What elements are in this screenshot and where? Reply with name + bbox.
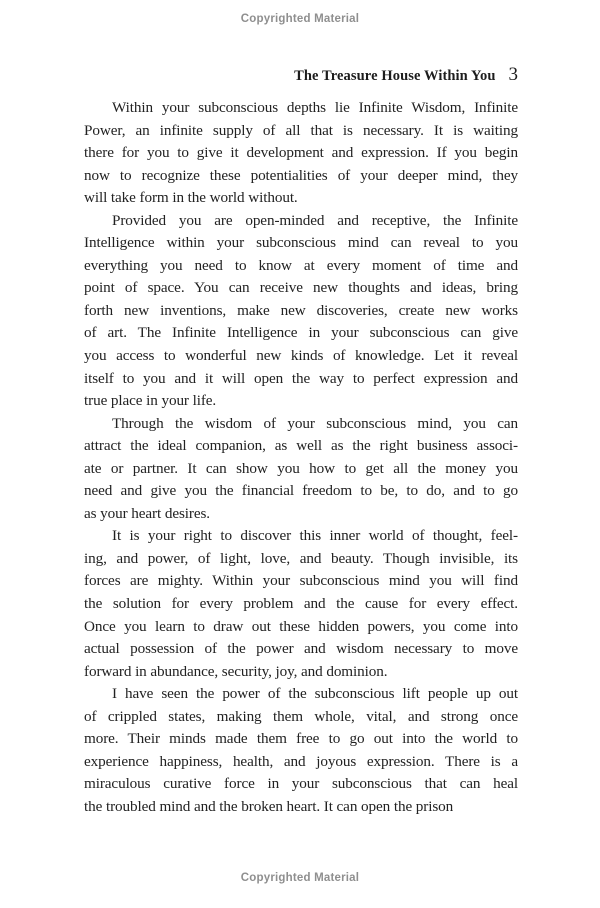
text-line: forward in abundance, security, joy, and dominion. bbox=[84, 662, 388, 680]
text-line: the troubled mind and the broken heart. It can open the prison bbox=[84, 797, 454, 815]
text-line: will take form in the world without. bbox=[84, 189, 298, 207]
text-line: experience happiness, health, and joyous expression. There is a bbox=[84, 752, 518, 770]
paragraph bbox=[84, 413, 518, 526]
text-line: Through the wisdom of your subconscious mind, you can bbox=[112, 414, 518, 432]
text-line: true place in your life. bbox=[84, 392, 217, 410]
chapter-title: The Treasure House Within You bbox=[294, 68, 496, 84]
running-header bbox=[294, 64, 518, 86]
paragraph bbox=[84, 525, 518, 683]
text-line: point of space. You can receive new thoughts and ideas, bring bbox=[84, 279, 518, 297]
text-line: I have seen the power of the subconscious lift people up out bbox=[112, 685, 518, 703]
text-line: of crippled states, making them whole, vital, and strong once bbox=[84, 707, 518, 725]
text-line: the solution for every problem and the cause for every effect. bbox=[84, 595, 518, 613]
text-line: as your heart desires. bbox=[84, 504, 211, 522]
text-line: attract the ideal companion, as well as the right business associ- bbox=[84, 437, 518, 455]
text-line: now to recognize these potentialities of your deeper mind, they bbox=[84, 166, 518, 184]
text-line: forces are mighty. Within your subconscious mind you will find bbox=[84, 572, 518, 590]
paragraph bbox=[84, 97, 518, 210]
text-line: It is your right to discover this inner world of thought, feel- bbox=[112, 527, 518, 545]
text-line: you access to wonderful new kinds of knowledge. Let it reveal bbox=[84, 347, 518, 365]
text-line: Within your subconscious depths lie Infinite Wisdom, Infinite bbox=[112, 99, 518, 116]
text-line: Once you learn to draw out these hidden powers, you come into bbox=[84, 617, 518, 635]
text-line: miraculous curative force in your subconscious that can heal bbox=[84, 775, 518, 793]
copyright-notice-bottom: Copyrighted Material bbox=[240, 872, 360, 884]
text-line: forth new inventions, make new discoveries, create new works bbox=[84, 301, 518, 319]
text-line: itself to you and it will open the way to perfect expression and bbox=[84, 369, 518, 387]
text-line: there for you to give it development and expression. If you begin bbox=[84, 144, 518, 162]
page-number: 3 bbox=[508, 64, 518, 85]
text-line: more. Their minds made them free to go out into the world to bbox=[84, 730, 518, 748]
paragraph bbox=[84, 210, 518, 413]
text-line: need and give you the financial freedom to be, to do, and to go bbox=[84, 482, 518, 500]
copyright-notice-top: Copyrighted Material bbox=[240, 13, 360, 25]
text-line: of art. The Infinite Intelligence in your subconscious can give bbox=[84, 324, 518, 342]
text-line: everything you need to know at every moment of time and bbox=[84, 256, 518, 274]
text-line: actual possession of the power and wisdom necessary to move bbox=[84, 640, 518, 658]
body-text bbox=[84, 97, 518, 819]
text-line: Provided you are open-minded and receptive, the Infinite bbox=[112, 211, 518, 229]
text-line: ing, and power, of light, love, and beauty. Though invisible, its bbox=[84, 549, 518, 567]
text-line: ate or partner. It can show you how to get all the money you bbox=[84, 459, 518, 477]
text-line: Intelligence within your subconscious mind can reveal to you bbox=[84, 234, 518, 252]
text-line: Power, an infinite supply of all that is necessary. It is waiting bbox=[84, 121, 518, 139]
paragraph bbox=[84, 683, 518, 818]
